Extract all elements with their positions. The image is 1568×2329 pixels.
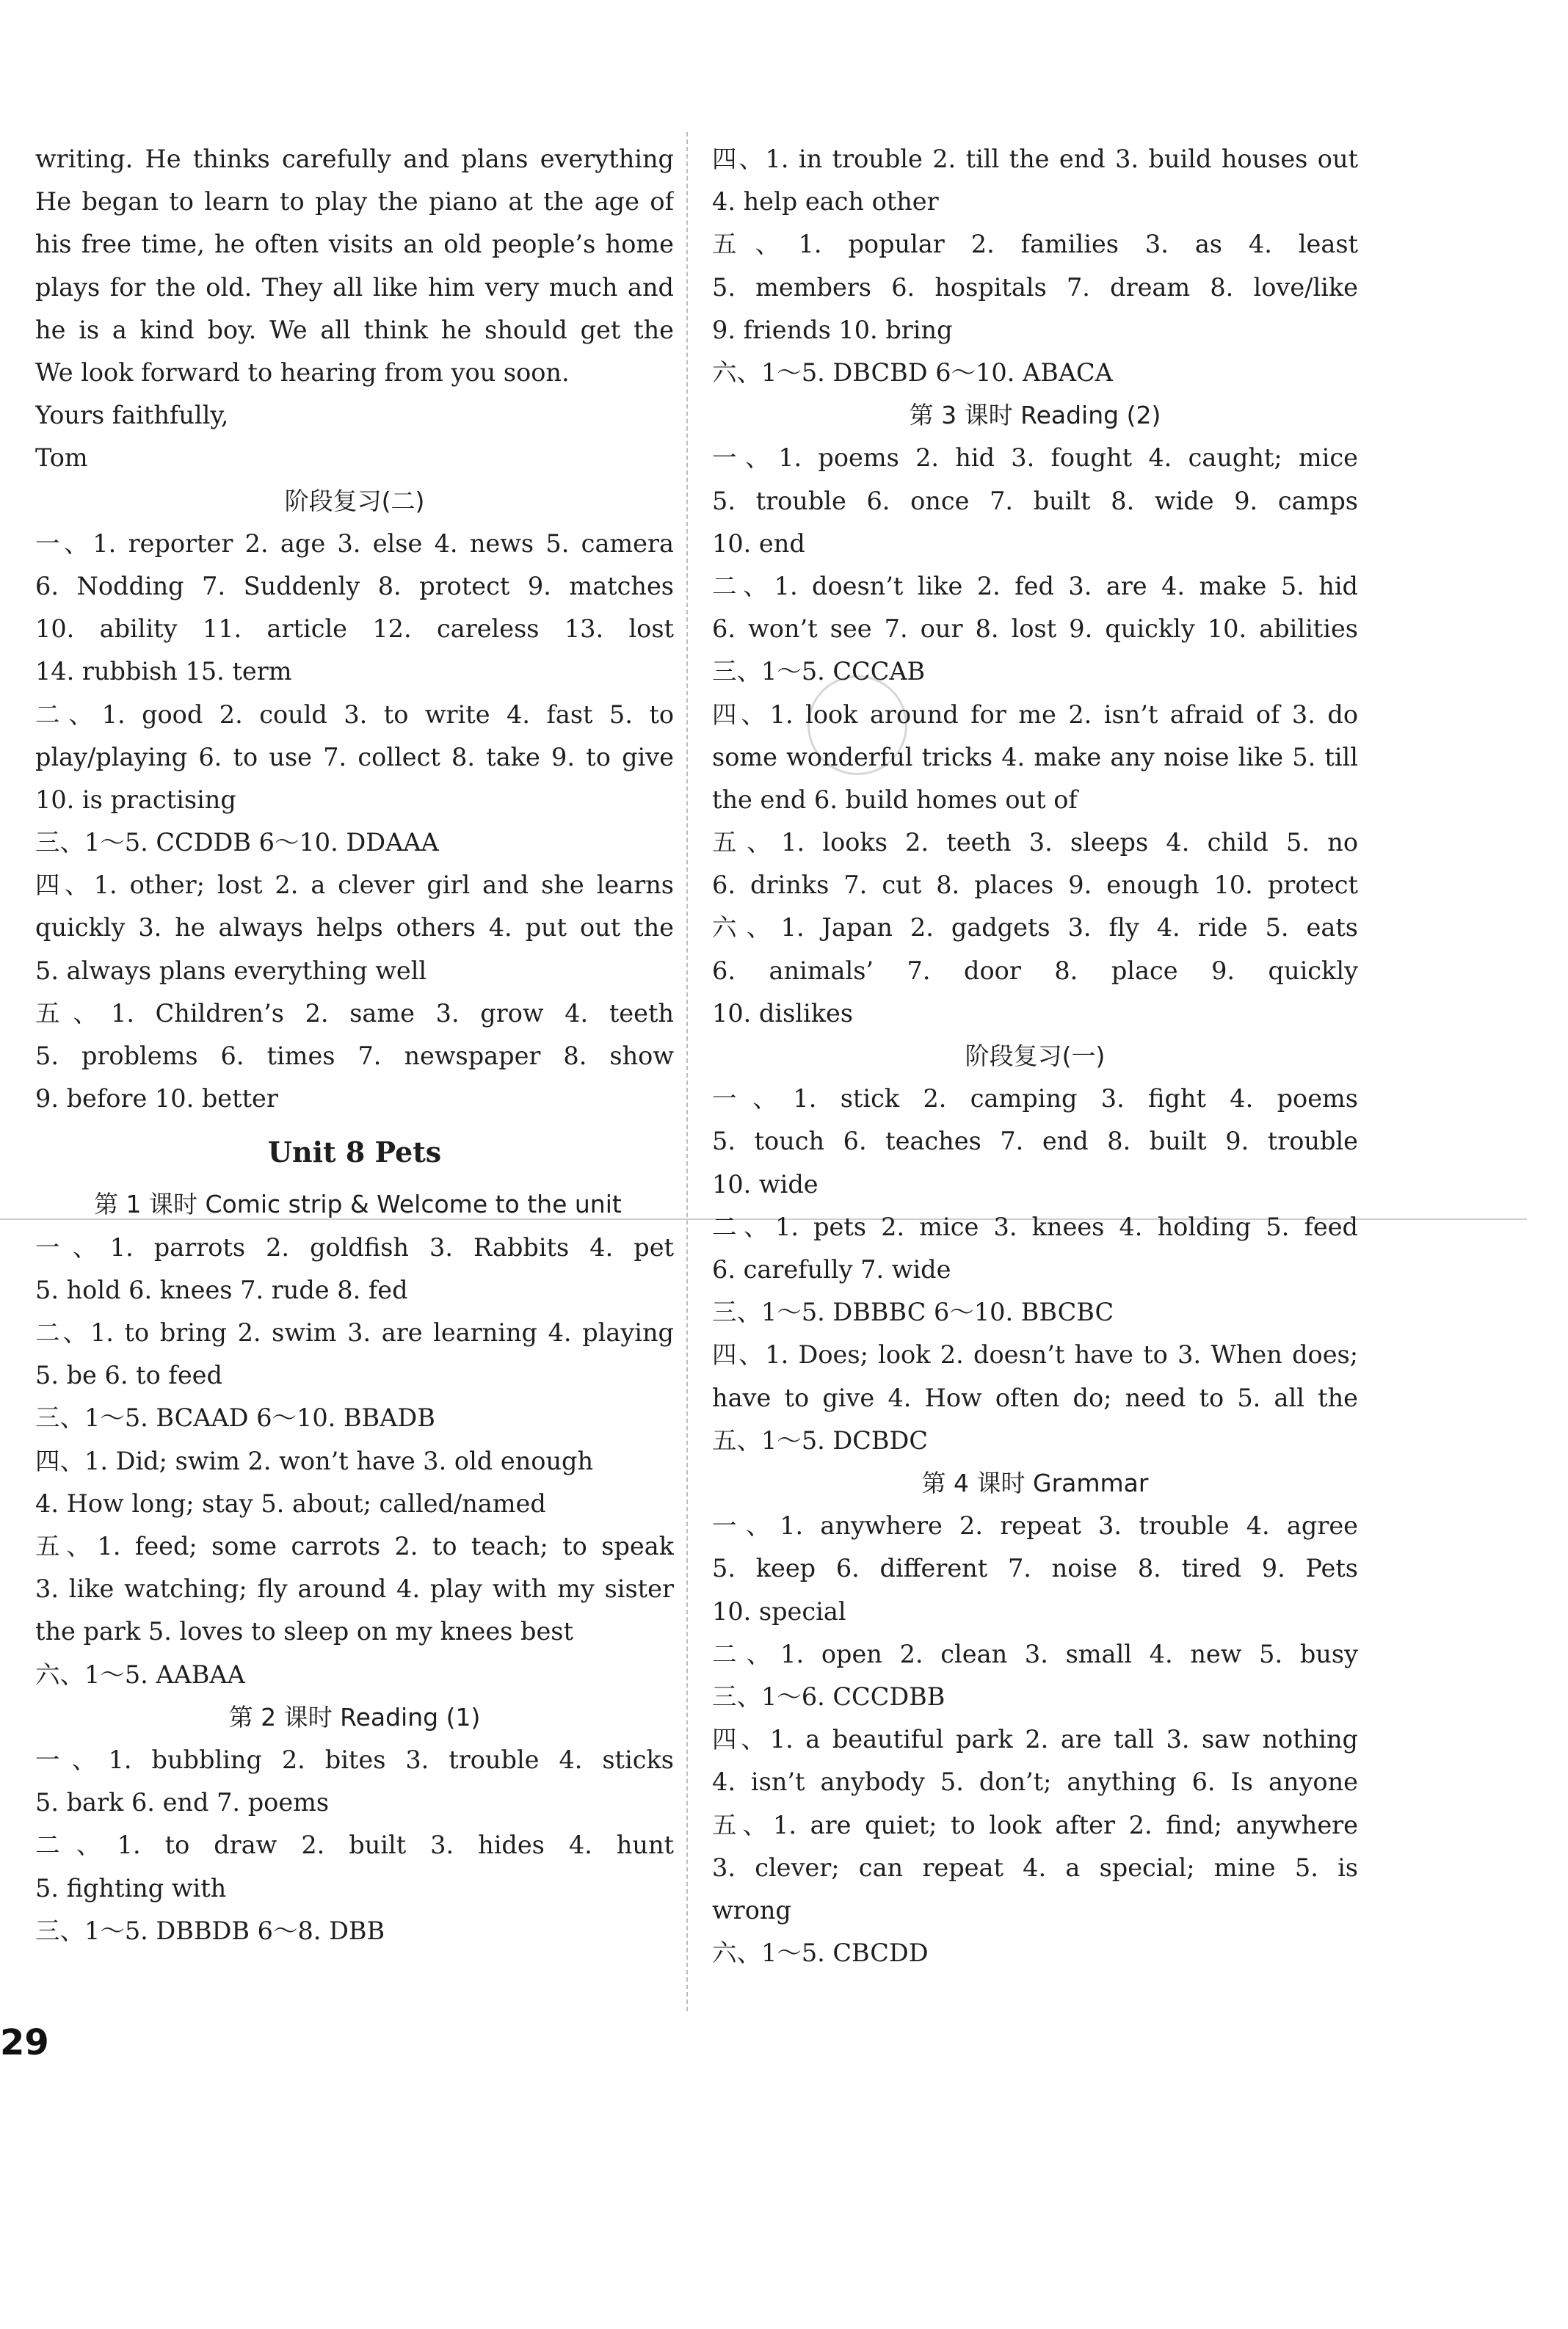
unit-heading: Unit 8 Pets [267, 1136, 442, 1169]
answer-line: 5. members 6. hospitals 7. dream 8. love/like [712, 272, 1358, 302]
answer-line: 五、1. feed; some carrots 2. to teach; to speak [35, 1532, 674, 1561]
answer-line: 三、1～6. CCCDBB [712, 1682, 945, 1711]
answer-line: 4. isn’t anybody 5. don’t; anything 6. Is anyone [712, 1767, 1358, 1797]
answer-line: the end 6. build homes out of [712, 785, 1078, 814]
answer-line: 四、1. Did; swim 2. won’t have 3. old enough [35, 1446, 594, 1475]
answer-line: the park 5. loves to sleep on my knees best [35, 1617, 573, 1646]
answer-line: 3. clever; can repeat 4. a special; mine 5. is [712, 1853, 1358, 1882]
answer-line: 9. friends 10. bring [712, 315, 953, 344]
answer-line: 三、1～5. BCAAD 6～10. BBADB [35, 1403, 435, 1433]
answer-line: he is a kind boy. We all think he should get the [35, 315, 674, 344]
answer-line: 10. wide [712, 1169, 819, 1199]
answer-line: 6. won’t see 7. our 8. lost 9. quickly 10. abilities [712, 614, 1358, 644]
answer-line: some wonderful tricks 4. make any noise like 5. till [712, 742, 1358, 771]
answer-line: 三、1～5. CCCAB [712, 657, 926, 686]
answer-line: 三、1～5. DBBBC 6～10. BBCBC [712, 1298, 1114, 1327]
answer-line: 4. How long; stay 5. about; called/named [35, 1489, 546, 1518]
answer-line: 6. Nodding 7. Suddenly 8. protect 9. matches [35, 571, 674, 600]
answer-line: 5. bark 6. end 7. poems [35, 1788, 330, 1817]
answer-line: 5. always plans everything well [35, 956, 427, 985]
answer-line: Yours faithfully, [35, 401, 229, 430]
answer-line: 六、1～5. DBCBD 6～10. ABACA [712, 357, 1113, 387]
answer-line: 10. is practising [35, 785, 236, 814]
answer-line: 5. problems 6. times 7. newspaper 8. show [35, 1042, 674, 1071]
answer-line: 10. ability 11. article 12. careless 13. lost [35, 614, 674, 644]
lesson-heading: 第 3 课时 Reading (2) [909, 401, 1161, 430]
answer-line: 二、1. to bring 2. swim 3. are learning 4. playing [35, 1318, 674, 1348]
answer-line: 一、1. reporter 2. age 3. else 4. news 5. camera [35, 528, 674, 558]
answer-line: 五、1. are quiet; to look after 2. find; anywhere [712, 1810, 1358, 1839]
answer-line: 5. touch 6. teaches 7. end 8. built 9. trouble [712, 1127, 1358, 1156]
answer-line: quickly 3. he always helps others 4. put out the [35, 913, 674, 942]
answer-line: have to give 4. How often do; need to 5. all the [712, 1383, 1358, 1412]
answer-line: 4. help each other [712, 187, 939, 217]
answer-line: 14. rubbish 15. term [35, 657, 292, 686]
answer-line: 6. carefully 7. wide [712, 1255, 951, 1285]
answer-line: 二、1. doesn’t like 2. fed 3. are 4. make 5. hid [712, 571, 1358, 600]
answer-line: 二、1. open 2. clean 3. small 4. new 5. busy [712, 1639, 1358, 1668]
answer-line: 10. special [712, 1596, 846, 1626]
answer-line: 一、1. parrots 2. goldfish 3. Rabbits 4. pet [35, 1232, 674, 1262]
answer-line: 三、1～5. CCDDB 6～10. DDAAA [35, 828, 439, 857]
left-column [35, 138, 674, 1952]
page-number: 29 [0, 2022, 49, 2063]
lesson-heading: 第 1 课时 Comic strip & Welcome to the unit [94, 1190, 622, 1219]
answer-line: his free time, he often visits an old people’s home [35, 230, 674, 259]
answer-line: 3. like watching; fly around 4. play with my sister [35, 1574, 674, 1604]
answer-line: 9. before 10. better [35, 1084, 278, 1113]
answer-line: 五、1. looks 2. teeth 3. sleeps 4. child 5. no [712, 828, 1358, 857]
answer-line: 5. fighting with [35, 1873, 227, 1903]
answer-line: 5. trouble 6. once 7. built 8. wide 9. camps [712, 486, 1358, 515]
answer-line: 二、1. good 2. could 3. to write 4. fast 5. to [35, 700, 674, 729]
answer-line: 10. dislikes [712, 998, 854, 1028]
answer-line: plays for the old. They all like him very much and [35, 272, 674, 302]
lesson-heading: 第 2 课时 Reading (1) [228, 1702, 481, 1732]
answer-line: 5. keep 6. different 7. noise 8. tired 9. Pets [712, 1554, 1358, 1583]
answer-line: 五、1～5. DCBDC [712, 1425, 929, 1455]
answer-line: 四、1. other; lost 2. a clever girl and she learns [35, 871, 674, 900]
answer-line: 二、1. pets 2. mice 3. knees 4. holding 5. feed [712, 1212, 1358, 1241]
lesson-heading: 第 4 课时 Grammar [921, 1469, 1149, 1498]
right-column [712, 138, 1358, 1974]
answer-line: 六、1. Japan 2. gadgets 3. fly 4. ride 5. eats [712, 913, 1358, 942]
section-heading: 阶段复习(一) [965, 1042, 1106, 1071]
answer-line: play/playing 6. to use 7. collect 8. take 9. to give [35, 742, 674, 771]
answer-line: We look forward to hearing from you soon. [35, 357, 570, 387]
answer-line: 一、1. poems 2. hid 3. fought 4. caught; mice [712, 443, 1358, 473]
answer-line: wrong [712, 1895, 791, 1925]
answer-line: 四、1. a beautiful park 2. are tall 3. saw nothing [712, 1725, 1358, 1754]
answer-line: 六、1～5. CBCDD [712, 1939, 929, 1968]
answer-line: writing. He thinks carefully and plans everything [35, 145, 674, 173]
answer-line: 六、1～5. AABAA [35, 1660, 245, 1689]
answer-line: 6. drinks 7. cut 8. places 9. enough 10. protect [712, 871, 1358, 900]
answer-line: 二、1. to draw 2. built 3. hides 4. hunt [35, 1831, 674, 1860]
answer-line: 一、1. stick 2. camping 3. fight 4. poems [712, 1084, 1358, 1113]
answer-line: 6. animals’ 7. door 8. place 9. quickly [712, 956, 1358, 985]
answer-line: 一、1. bubbling 2. bites 3. trouble 4. sticks [35, 1745, 674, 1775]
answer-line: 四、1. look around for me 2. isn’t afraid of 3. do [712, 700, 1358, 729]
answer-line: 三、1～5. DBBDB 6～8. DBB [35, 1916, 385, 1945]
answer-line: 五、1. popular 2. families 3. as 4. least [712, 230, 1358, 259]
answer-line: He began to learn to play the piano at the age of [35, 187, 674, 217]
answer-line: 5. hold 6. knees 7. rude 8. fed [35, 1275, 408, 1304]
answer-line: 四、1. in trouble 2. till the end 3. build houses out [712, 145, 1358, 173]
answer-line: 5. be 6. to feed [35, 1361, 222, 1390]
column-divider [686, 132, 688, 2011]
answer-line: 五、1. Children’s 2. same 3. grow 4. teeth [35, 998, 674, 1028]
answer-line: 一、1. anywhere 2. repeat 3. trouble 4. agree [712, 1511, 1358, 1541]
answer-line: 10. end [712, 528, 805, 558]
section-heading: 阶段复习(二) [284, 486, 425, 515]
answer-line: 四、1. Does; look 2. doesn’t have to 3. When does; [712, 1340, 1358, 1370]
answer-line: Tom [35, 443, 88, 473]
